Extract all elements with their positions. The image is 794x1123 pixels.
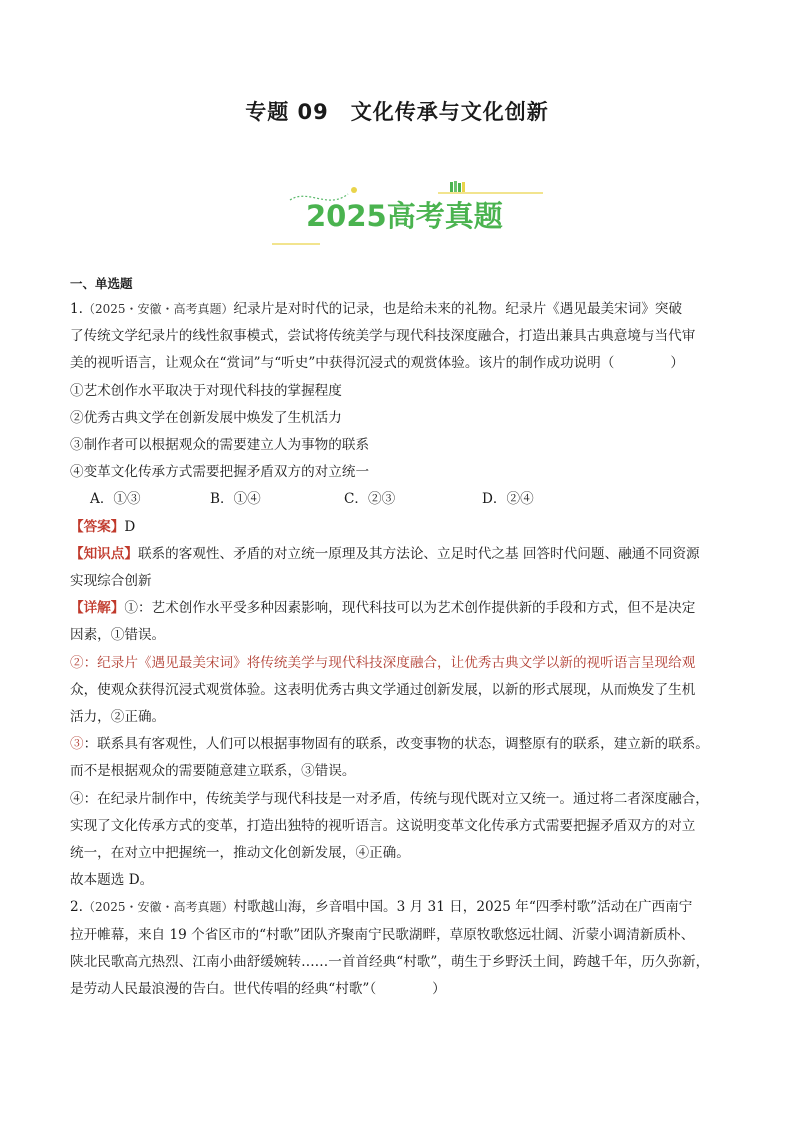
q2-number: 2. bbox=[70, 899, 83, 916]
answer-value: D bbox=[124, 518, 136, 535]
q1-stem-line: 了传统文学纪录片的线性叙事模式，尝试将传统美学与现代科技深度融合，打造出兼具古典意境与当代审 bbox=[70, 328, 696, 345]
banner-title: 2025高考真题 bbox=[306, 199, 503, 233]
q2-stem-line bbox=[70, 976, 730, 1003]
knowledge-point-text: 联系的客观性、矛盾的对立统一原理及其方法论、立足时代之基 回答时代问题、融通不同资源 bbox=[137, 545, 700, 562]
option-d: D．②④ bbox=[482, 491, 534, 508]
q2-source: （2025・安徽・高考真题） bbox=[82, 900, 234, 915]
question-content bbox=[70, 272, 730, 1003]
q1-stem-text: 纪录片是对时代的记录，也是给未来的礼物。纪录片《遇见最美宋词》突破 bbox=[233, 301, 683, 317]
page-title: 专题 09 文化传承与文化创新 bbox=[245, 100, 549, 124]
detail-line bbox=[70, 731, 730, 758]
statement-item: ②优秀古典文学在创新发展中焕发了生机活力 bbox=[70, 409, 342, 426]
knowledge-point-line bbox=[70, 541, 730, 568]
option-b: B．①④ bbox=[210, 491, 261, 508]
answer-label: 【答案】 bbox=[70, 518, 125, 535]
knowledge-point-label: 【知识点】 bbox=[70, 545, 138, 562]
detail-line: 因素，①错误。 bbox=[70, 627, 166, 644]
q2-stem-end: ） bbox=[432, 981, 446, 998]
detail-text: ：联系具有客观性，人们可以根据事物固有的联系，改变事物的状态，调整原有的联系，建立新的联系。 bbox=[83, 736, 709, 753]
conclusion-line: 故本题选 D。 bbox=[70, 872, 154, 889]
option-a: A．①③ bbox=[90, 491, 141, 508]
q2-stem-line bbox=[70, 894, 730, 921]
q1-stem-text: 美的视听语言，让观众在“赏词”与“听史”中获得沉浸式的观赏体验。该片的制作成功说明（ bbox=[70, 355, 615, 372]
detail-label: 【详解】 bbox=[70, 600, 125, 617]
options-row bbox=[70, 486, 730, 513]
detail-line: 而不是根据观众的需要随意建立联系，③错误。 bbox=[70, 763, 356, 780]
detail-text-highlight: ②：纪录片《遇见最美宋词》将传统美学与现代科技深度融合，让优秀古典文学以新的视听语言呈现给观 bbox=[70, 654, 696, 671]
detail-line: 众，使观众获得沉浸式观赏体验。这表明优秀古典文学通过创新发展，以新的形式展现，从而焕发了生机 bbox=[70, 681, 696, 698]
q1-source: （2025・安徽・高考真题） bbox=[82, 302, 234, 316]
detail-line: 统一，在对立中把握统一，推动文化创新发展，④正确。 bbox=[70, 845, 410, 862]
q2-stem-text: 村歌越山海，乡音唱中国。3 月 31 日，2025 年“四季村歌”活动在广西南宁 bbox=[233, 899, 693, 916]
detail-line bbox=[70, 595, 730, 622]
q1-stem-line bbox=[70, 296, 730, 323]
detail-line: ④：在纪录片制作中，传统美学与现代科技是一对矛盾，传统与现代既对立又统一。通过将二者深度融合， bbox=[70, 790, 709, 807]
q2-stem-text: 是劳动人民最浪漫的告白。世代传唱的经典“村歌”（ bbox=[70, 981, 377, 998]
q1-stem-end: ） bbox=[670, 355, 684, 372]
q1-stem-line bbox=[70, 350, 730, 377]
statement-item: ③制作者可以根据观众的需要建立人为事物的联系 bbox=[70, 437, 370, 454]
option-c: C．②③ bbox=[344, 491, 396, 508]
statement-item: ④变革文化传承方式需要把握矛盾双方的对立统一 bbox=[70, 464, 370, 481]
statement-item: ①艺术创作水平取决于对现代科技的掌握程度 bbox=[70, 382, 342, 399]
knowledge-point-line: 实现综合创新 bbox=[70, 573, 152, 590]
detail-line bbox=[70, 650, 730, 677]
q2-stem-line: 陕北民歌高亢热烈、江南小曲舒缓婉转……一首首经典“村歌”，萌生于乡野沃土间，跨越千年，历久弥新， bbox=[70, 953, 710, 970]
answer-line bbox=[70, 514, 730, 541]
detail-text: ①：艺术创作水平受多种因素影响，现代科技可以为艺术创作提供新的手段和方式，但不是决定 bbox=[124, 600, 696, 617]
section-heading: 一、单选题 bbox=[70, 276, 133, 291]
exam-banner bbox=[268, 180, 548, 250]
detail-line: 活力，②正确。 bbox=[70, 709, 166, 726]
detail-marker: ③ bbox=[70, 736, 84, 753]
detail-line: 实现了文化传承方式的变革，打造出独特的视听语言。这说明变革文化传承方式需要把握矛盾双方的对立 bbox=[70, 817, 696, 834]
q2-stem-line: 拉开帷幕，来自 19 个省区市的“村歌”团队齐聚南宁民歌湖畔，草原牧歌悠远壮阔、沂蒙小调清新质朴、 bbox=[70, 926, 695, 943]
q1-number: 1. bbox=[70, 301, 83, 317]
